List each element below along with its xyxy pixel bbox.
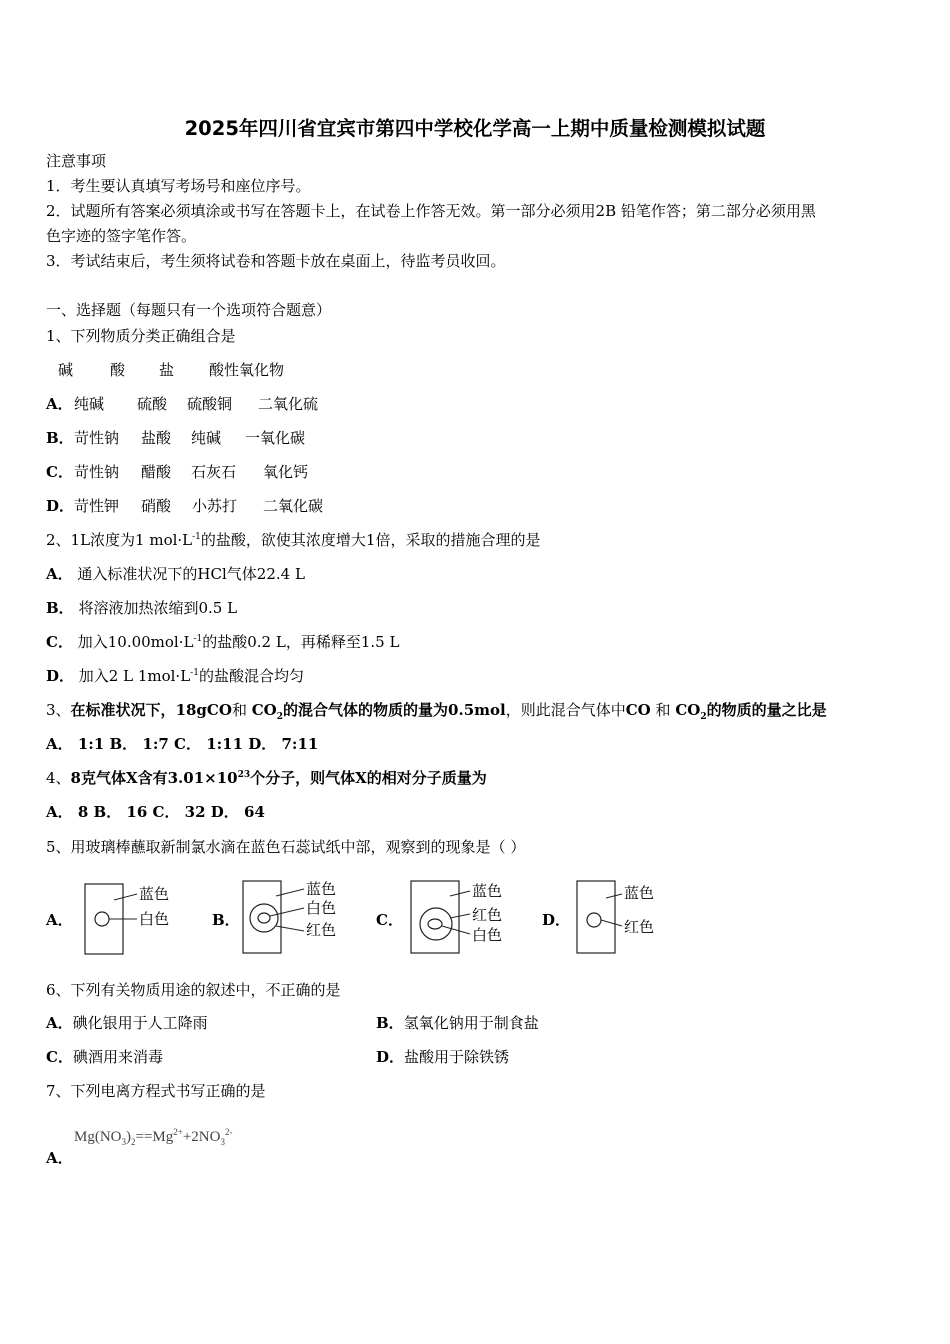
q7-formula-a: $Mg(NO_3)_2==Mg^{2+}+2NO_3^{2-}$ <box>74 1127 233 1147</box>
q5-letter-b[interactable]: B． <box>212 911 240 929</box>
q2-option-c[interactable]: C． 加入$10.00mol\cdot L^{-1}$的盐酸0.2 L，再稀释至1.5 L <box>46 633 400 651</box>
q3-stem: 3、在标准状况下，18gCO和 $CO_2$的混合气体的物质的量为0.5mol，则此混合气体中CO 和 $CO_2$的物质的量之比是 <box>46 701 827 722</box>
q6-option-c[interactable]: C．碘酒用来消毒 <box>46 1048 163 1066</box>
q5-letter-d[interactable]: D． <box>542 911 571 929</box>
label-white: 白色 <box>139 910 170 928</box>
label-blue: 蓝色 <box>306 880 337 898</box>
notice-item-3: 3．考试结束后，考生须将试卷和答题卡放在桌面上，待监考员收回。 <box>46 252 506 270</box>
notice-heading: 注意事项 <box>46 152 107 170</box>
q1-header-acid: 酸 <box>110 361 126 379</box>
q1-header-salt: 盐 <box>159 361 175 379</box>
q2-stem: 2、1L浓度为1 $mol\cdot L^{-1}$的盐酸，欲使其浓度增大1倍，采取的措施合理的是 <box>46 531 541 549</box>
label-red: 红色 <box>306 921 337 939</box>
notice-item-2-cont: 色字迹的签字笔作答。 <box>46 227 197 245</box>
label-blue: 蓝色 <box>624 884 655 902</box>
label-white: 白色 <box>306 899 337 917</box>
section-heading: 一、选择题（每题只有一个选项符合题意） <box>46 301 332 319</box>
q5-diagram-c <box>406 876 521 960</box>
q6-option-b[interactable]: B．氢氧化钠用于制食盐 <box>376 1014 539 1032</box>
q1-option-a[interactable]: A． 纯碱 硫酸 硫酸铜 二氧化硫 <box>46 395 319 413</box>
q2-option-d[interactable]: D． 加入2 L $1mol\cdot L^{-1}$的盐酸混合均匀 <box>46 667 304 685</box>
q1-option-d[interactable]: D． 苛性钾 硝酸 小苏打 二氧化碳 <box>46 497 324 515</box>
q1-option-b[interactable]: B． 苛性钠 盐酸 纯碱 一氧化碳 <box>46 429 306 447</box>
label-blue: 蓝色 <box>472 882 503 900</box>
q5-stem: 5、用玻璃棒蘸取新制氯水滴在蓝色石蕊试纸中部，观察到的现象是（ ） <box>46 838 526 856</box>
notice-item-2: 2．试题所有答案必须填涂或书写在答题卡上，在试卷上作答无效。第一部分必须用2B 铅笔作答；第二部分必须用黑 <box>46 202 816 220</box>
q4-stem: 4、8克气体X含有$3.01\times 10^{23}$个分子，则气体X的相对分子质量为 <box>46 769 487 787</box>
label-white: 白色 <box>472 926 503 944</box>
label-red: 红色 <box>472 906 503 924</box>
q6-option-d[interactable]: D．盐酸用于除铁锈 <box>376 1048 510 1066</box>
label-red: 红色 <box>624 918 655 936</box>
page-title: 2025年四川省宜宾市第四中学校化学高一上期中质量检测模拟试题 <box>184 117 766 140</box>
q6-option-a[interactable]: A．碘化银用于人工降雨 <box>46 1014 208 1032</box>
q2-option-b[interactable]: B． 将溶液加热浓缩到0.5 L <box>46 599 238 617</box>
q5-diagram-d <box>572 876 682 960</box>
q1-option-c[interactable]: C． 苛性钠 醋酸 石灰石 氧化钙 <box>46 463 309 481</box>
q7-stem: 7、下列电离方程式书写正确的是 <box>46 1082 266 1100</box>
notice-item-1: 1．考生要认真填写考场号和座位序号。 <box>46 177 311 195</box>
label-blue: 蓝色 <box>139 885 170 903</box>
q1-header-oxide: 酸性氧化物 <box>209 361 285 379</box>
q7-letter-a[interactable]: A． <box>46 1149 73 1167</box>
q3-options[interactable]: A． 1:1 B． 1:7 C． 1:11 D． 7:11 <box>46 735 319 753</box>
q5-diagram-a <box>80 876 190 960</box>
q1-header-base: 碱 <box>58 361 74 379</box>
q5-letter-a[interactable]: A． <box>46 911 73 929</box>
q6-stem: 6、下列有关物质用途的叙述中，不正确的是 <box>46 981 341 999</box>
q5-diagram-b <box>238 876 353 960</box>
q1-stem: 1、下列物质分类正确组合是 <box>46 327 236 345</box>
q2-option-a[interactable]: A． 通入标准状况下的HCl气体22.4 L <box>46 565 305 583</box>
q4-options[interactable]: A． 8 B． 16 C． 32 D． 64 <box>46 803 265 821</box>
q5-letter-c[interactable]: C． <box>376 911 403 929</box>
